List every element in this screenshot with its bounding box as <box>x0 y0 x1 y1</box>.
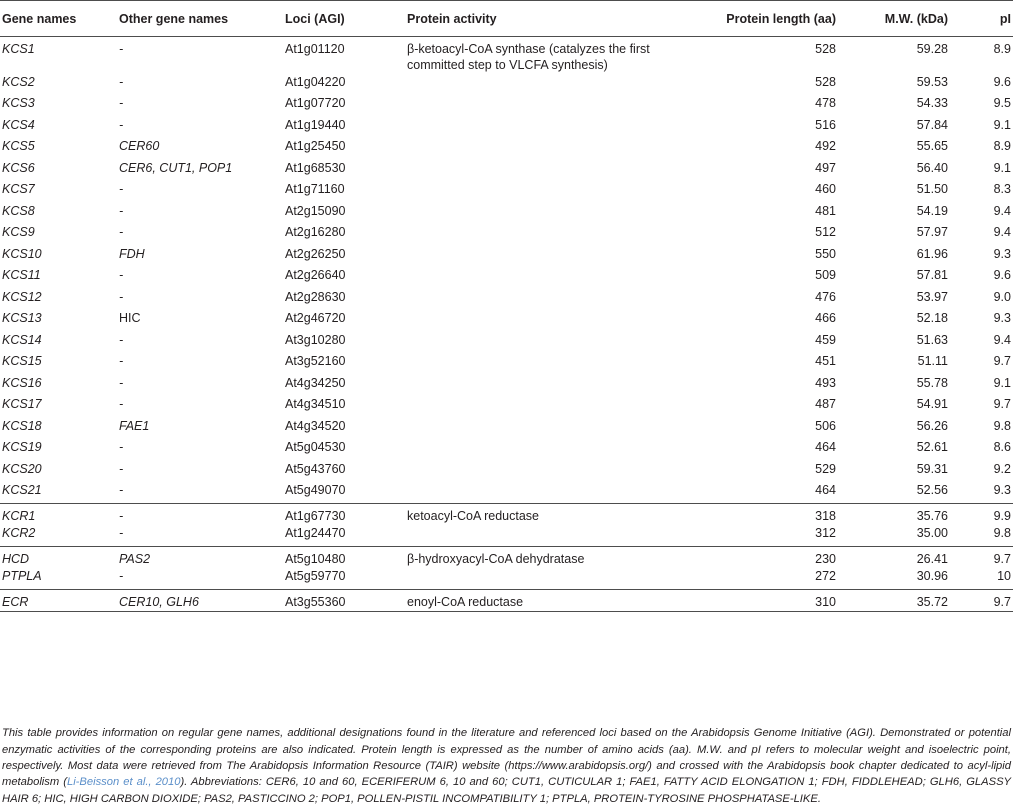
table-row <box>0 310 1013 332</box>
gene-name-cell: ECR <box>0 590 117 612</box>
protein-activity-cell: β-ketoacyl-CoA synthase (catalyzes the first committed step to VLCFA synthesis) <box>407 42 650 72</box>
locus-cell: At1g71160 <box>285 182 345 196</box>
header-pi: pI <box>952 1 1013 37</box>
molecular-weight-cell: 51.11 <box>917 354 948 368</box>
gene-name-cell: KCR1 <box>0 504 117 526</box>
table-body <box>0 37 1013 612</box>
other-gene-names-cell: - <box>119 289 124 304</box>
protein-activity-cell <box>405 117 687 139</box>
molecular-weight-cell: 54.33 <box>916 96 948 110</box>
molecular-weight-cell: 59.31 <box>916 461 948 476</box>
locus-cell: At4g34510 <box>285 397 346 411</box>
isoelectric-point-cell: 8.3 <box>993 182 1011 196</box>
protein-length-cell: 509 <box>815 268 836 282</box>
footnote-text-start: This table provides information on regular gene names, additional designations found in the literature and referenced loci based on the Arabidopsis Genome Initiative (AGI). Demonstrated or potential enzymatic activities of the corresponding proteins are also indicated. Protein length is expressed as the number of amino acids (aa). M.W. and pI refers to molecular weight and isoelectric point, respectively. Most data were retrieved from The Arabidopsis Information Resource (TAIR) website (https://www.arabidopsis.org/) and crossed with the Arabidopsis book chapter dedicated to acyl-lipid metabolism ( <box>2 727 1011 789</box>
table-row <box>0 482 1013 504</box>
protein-length-cell: 476 <box>815 289 836 304</box>
molecular-weight-cell: 26.41 <box>840 547 952 569</box>
table-row <box>0 590 1013 612</box>
locus-cell: At2g16280 <box>285 225 346 239</box>
protein-length-cell: 550 <box>815 246 836 261</box>
header-mw: M.W. (kDa) <box>840 1 952 37</box>
protein-activity-cell <box>405 418 687 440</box>
protein-activity-cell <box>405 160 687 182</box>
table-row <box>0 461 1013 483</box>
locus-cell: At5g04530 <box>285 440 346 454</box>
molecular-weight-cell: 56.40 <box>916 160 948 175</box>
isoelectric-point-cell: 8.6 <box>993 440 1011 454</box>
gene-name-cell: KCS8 <box>2 203 35 218</box>
table-row <box>0 267 1013 289</box>
other-gene-names-cell: - <box>119 440 124 454</box>
locus-cell: At1g68530 <box>285 160 346 175</box>
isoelectric-point-cell: 9.1 <box>993 160 1011 175</box>
gene-name-cell: KCS11 <box>2 268 41 282</box>
protein-length-cell: 451 <box>815 354 836 368</box>
protein-length-cell: 478 <box>815 96 836 110</box>
locus-cell: At5g10480 <box>283 547 405 569</box>
table-row <box>0 375 1013 397</box>
locus-cell: At2g28630 <box>285 289 346 304</box>
gene-name-cell: KCS13 <box>2 311 42 325</box>
isoelectric-point-cell: 9.7 <box>952 547 1013 569</box>
isoelectric-point-cell: 9.1 <box>993 117 1011 132</box>
other-gene-names-cell: - <box>119 569 124 583</box>
table-row <box>0 37 1013 74</box>
protein-activity-cell <box>405 375 687 397</box>
other-gene-names-cell: - <box>119 483 124 497</box>
gene-name-cell: KCS9 <box>2 225 35 239</box>
gene-name-cell: KCS14 <box>2 332 42 347</box>
gene-name-cell: KCS1 <box>2 42 35 56</box>
protein-activity-cell <box>405 138 687 160</box>
isoelectric-point-cell: 9.2 <box>993 461 1011 476</box>
molecular-weight-cell: 35.00 <box>916 526 948 540</box>
protein-activity-cell <box>405 74 687 96</box>
other-gene-names-cell: - <box>119 42 124 56</box>
gene-name-cell: KCS12 <box>2 289 42 304</box>
other-gene-names-cell: - <box>119 268 124 282</box>
protein-activity-cell <box>405 568 687 590</box>
protein-length-cell: 487 <box>815 397 836 411</box>
other-gene-names-cell: - <box>119 74 124 89</box>
other-gene-names-cell: - <box>119 375 124 390</box>
isoelectric-point-cell: 9.6 <box>993 268 1011 282</box>
locus-cell: At3g55360 <box>283 590 405 612</box>
protein-length-cell: 310 <box>687 590 840 612</box>
locus-cell: At5g59770 <box>285 569 346 583</box>
other-gene-names-cell: - <box>119 332 124 347</box>
isoelectric-point-cell: 9.6 <box>993 74 1011 89</box>
other-gene-names-cell: - <box>119 96 124 110</box>
gene-name-cell: KCS17 <box>2 397 42 411</box>
table-row <box>0 74 1013 96</box>
molecular-weight-cell: 57.84 <box>916 117 948 132</box>
table-row <box>0 525 1013 547</box>
table-row <box>0 138 1013 160</box>
locus-cell: At1g24470 <box>285 526 346 540</box>
table-footnote <box>2 725 1011 807</box>
isoelectric-point-cell: 10 <box>997 569 1011 583</box>
gene-name-cell: KCS5 <box>2 139 35 153</box>
protein-activity-cell <box>405 224 687 246</box>
protein-length-cell: 506 <box>815 418 836 433</box>
gene-name-cell: KCS7 <box>2 182 35 196</box>
gene-name-cell: PTPLA <box>2 569 42 583</box>
protein-length-cell: 529 <box>815 461 836 476</box>
protein-length-cell: 516 <box>815 117 836 132</box>
protein-activity-cell: enoyl-CoA reductase <box>405 590 687 612</box>
protein-activity-cell: β-hydroxyacyl-CoA dehydratase <box>405 547 687 569</box>
table-row <box>0 396 1013 418</box>
table-row <box>0 95 1013 117</box>
header-other-gene-names: Other gene names <box>117 1 283 37</box>
molecular-weight-cell: 61.96 <box>916 246 948 261</box>
gene-name-cell: KCS4 <box>2 117 35 132</box>
header-protein-activity: Protein activity <box>405 1 687 37</box>
isoelectric-point-cell: 9.4 <box>993 203 1011 218</box>
other-gene-names-cell: - <box>119 526 124 540</box>
molecular-weight-cell: 54.91 <box>916 397 948 411</box>
other-gene-names-cell: - <box>119 203 124 218</box>
molecular-weight-cell: 57.97 <box>916 225 948 239</box>
gene-name-cell: KCS16 <box>2 375 42 390</box>
table-row <box>0 246 1013 268</box>
protein-activity-cell <box>405 353 687 375</box>
protein-length-cell: 230 <box>687 547 840 569</box>
isoelectric-point-cell: 9.5 <box>993 96 1011 110</box>
protein-length-cell: 512 <box>815 225 836 239</box>
locus-cell: At2g26250 <box>285 246 346 261</box>
other-gene-names-cell: FDH <box>119 246 145 261</box>
other-gene-names-cell: CER10, GLH6 <box>117 590 283 612</box>
molecular-weight-cell: 35.76 <box>840 504 952 526</box>
header-loci: Loci (AGI) <box>283 1 405 37</box>
table-row <box>0 353 1013 375</box>
molecular-weight-cell: 30.96 <box>916 569 948 583</box>
locus-cell: At1g19440 <box>285 117 346 132</box>
gene-name-cell: KCS15 <box>2 354 42 368</box>
protein-activity-cell <box>405 310 687 332</box>
isoelectric-point-cell: 9.8 <box>993 526 1011 540</box>
molecular-weight-cell: 55.65 <box>916 139 948 153</box>
protein-activity-cell <box>405 332 687 354</box>
locus-cell: At1g04220 <box>285 74 346 89</box>
protein-activity-cell <box>405 203 687 225</box>
other-gene-names-cell: - <box>119 461 124 476</box>
locus-cell: At4g34520 <box>285 418 346 433</box>
gene-name-cell: KCS19 <box>2 440 42 454</box>
isoelectric-point-cell: 9.3 <box>993 311 1011 325</box>
protein-length-cell: 459 <box>815 332 836 347</box>
gene-name-cell: KCS6 <box>2 160 35 175</box>
protein-activity-cell <box>405 525 687 547</box>
protein-length-cell: 312 <box>815 526 836 540</box>
isoelectric-point-cell: 8.9 <box>993 139 1011 153</box>
table-row <box>0 418 1013 440</box>
other-gene-names-cell: - <box>119 397 124 411</box>
locus-cell: At1g07720 <box>285 96 346 110</box>
protein-length-cell: 272 <box>815 569 836 583</box>
header-gene-names: Gene names <box>0 1 117 37</box>
locus-cell: At2g46720 <box>285 311 346 325</box>
other-gene-names-cell: - <box>119 354 124 368</box>
protein-activity-cell <box>405 396 687 418</box>
isoelectric-point-cell: 9.9 <box>952 504 1013 526</box>
molecular-weight-cell: 35.72 <box>840 590 952 612</box>
isoelectric-point-cell: 9.3 <box>993 246 1011 261</box>
table-row <box>0 289 1013 311</box>
protein-activity-cell <box>405 439 687 461</box>
protein-length-cell: 318 <box>687 504 840 526</box>
locus-cell: At5g43760 <box>285 461 346 476</box>
molecular-weight-cell: 52.61 <box>916 440 948 454</box>
protein-activity-cell <box>405 267 687 289</box>
gene-name-cell: KCS21 <box>2 483 42 497</box>
molecular-weight-cell: 52.18 <box>916 311 948 325</box>
molecular-weight-cell: 57.81 <box>916 268 948 282</box>
gene-name-cell: KCS2 <box>2 74 35 89</box>
isoelectric-point-cell: 9.3 <box>993 483 1011 497</box>
protein-length-cell: 497 <box>815 160 836 175</box>
gene-name-cell: KCR2 <box>2 526 36 540</box>
isoelectric-point-cell: 9.7 <box>952 590 1013 612</box>
locus-cell: At3g10280 <box>285 332 346 347</box>
protein-length-cell: 460 <box>815 182 836 196</box>
table-row <box>0 504 1013 526</box>
other-gene-names-cell: HIC <box>119 311 141 325</box>
isoelectric-point-cell: 9.1 <box>993 375 1011 390</box>
protein-activity-cell <box>405 95 687 117</box>
table-row <box>0 224 1013 246</box>
table-row <box>0 117 1013 139</box>
table-row <box>0 160 1013 182</box>
protein-length-cell: 492 <box>815 139 836 153</box>
protein-length-cell: 464 <box>815 440 836 454</box>
table-row <box>0 568 1013 590</box>
footnote-text-end: ). Abbreviations: CER6, 10 and 60, ECERIFERUM 6, 10 and 60; CUT1, CUTICULAR 1; FAE1, FATTY ACID ELONGATION 1; FDH, FIDDLEHEAD; GLH6, GLASSY HAIR 6; HIC, HIGH CARBON DIOXIDE; PAS2, PASTICCINO 2; POP1, POLLEN-PISTIL INCOMPATIBILITY 1; PTPLA, PROTEIN-TYROSINE PHOSPHATASE-LIKE. <box>2 776 1011 805</box>
isoelectric-point-cell: 9.7 <box>993 354 1011 368</box>
molecular-weight-cell: 56.26 <box>916 418 948 433</box>
molecular-weight-cell: 55.78 <box>916 375 948 390</box>
other-gene-names-cell: CER60 <box>119 139 160 153</box>
gene-name-cell: KCS20 <box>2 461 42 476</box>
table-header-row <box>0 1 1013 37</box>
isoelectric-point-cell: 9.0 <box>993 289 1011 304</box>
other-gene-names-cell: CER6, CUT1, POP1 <box>119 160 233 175</box>
molecular-weight-cell: 59.28 <box>916 42 948 56</box>
molecular-weight-cell: 54.19 <box>916 203 948 218</box>
isoelectric-point-cell: 9.4 <box>993 332 1011 347</box>
molecular-weight-cell: 52.56 <box>916 483 948 497</box>
other-gene-names-cell: - <box>119 182 124 196</box>
protein-activity-cell <box>405 246 687 268</box>
other-gene-names-cell: - <box>119 225 124 239</box>
molecular-weight-cell: 51.50 <box>916 182 948 196</box>
gene-name-cell: KCS3 <box>2 96 35 110</box>
protein-length-cell: 466 <box>815 311 836 325</box>
gene-name-cell: KCS10 <box>2 246 42 261</box>
protein-length-cell: 481 <box>815 203 836 218</box>
locus-cell: At1g25450 <box>285 139 346 153</box>
protein-length-cell: 464 <box>815 483 836 497</box>
molecular-weight-cell: 59.53 <box>916 74 948 89</box>
molecular-weight-cell: 51.63 <box>916 332 948 347</box>
protein-activity-cell <box>405 461 687 483</box>
protein-activity-cell <box>405 289 687 311</box>
table-row <box>0 203 1013 225</box>
protein-activity-cell <box>405 181 687 203</box>
isoelectric-point-cell: 9.8 <box>993 418 1011 433</box>
table-row <box>0 332 1013 354</box>
isoelectric-point-cell: 8.9 <box>993 42 1011 56</box>
table-row <box>0 181 1013 203</box>
header-protein-length: Protein length (aa) <box>687 1 840 37</box>
locus-cell: At1g67730 <box>283 504 405 526</box>
protein-length-cell: 528 <box>815 74 836 89</box>
locus-cell: At2g26640 <box>285 268 346 282</box>
isoelectric-point-cell: 9.7 <box>993 397 1011 411</box>
gene-name-cell: KCS18 <box>2 418 42 433</box>
protein-activity-cell <box>405 482 687 504</box>
footnote-reference-link[interactable]: Li-Beisson et al., 2010 <box>66 776 181 789</box>
other-gene-names-cell: FAE1 <box>119 418 150 433</box>
gene-name-cell: HCD <box>0 547 117 569</box>
isoelectric-point-cell: 9.4 <box>993 225 1011 239</box>
molecular-weight-cell: 53.97 <box>916 289 948 304</box>
other-gene-names-cell: - <box>119 117 124 132</box>
table-row <box>0 547 1013 569</box>
protein-length-cell: 528 <box>815 42 836 56</box>
locus-cell: At2g15090 <box>285 203 346 218</box>
locus-cell: At4g34250 <box>285 375 346 390</box>
locus-cell: At3g52160 <box>285 354 346 368</box>
locus-cell: At5g49070 <box>285 483 346 497</box>
other-gene-names-cell: PAS2 <box>117 547 283 569</box>
table-row <box>0 439 1013 461</box>
protein-activity-cell: ketoacyl-CoA reductase <box>405 504 687 526</box>
other-gene-names-cell: - <box>117 504 283 526</box>
locus-cell: At1g01120 <box>285 42 345 56</box>
protein-length-cell: 493 <box>815 375 836 390</box>
